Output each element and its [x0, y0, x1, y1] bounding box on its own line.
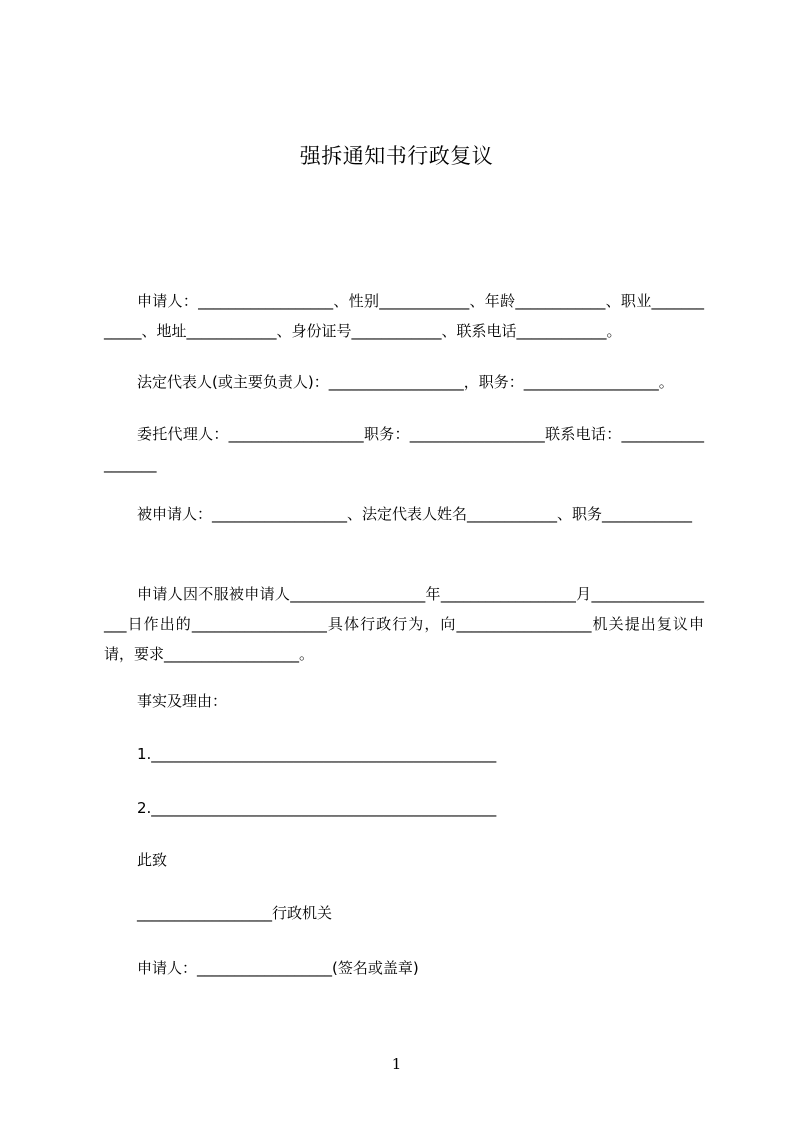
applicant-info-paragraph: 申请人：__________________、性别____________、年龄____________、职业____________、地址____________、身份证号____________、联系电话____________。	[104, 292, 704, 340]
request-paragraph: 申请人因不服被申请人__________________年__________________月__________________日作出的__________________具体行政行为，向__________________机关提出复议申请，要求__________________。	[104, 585, 704, 663]
fact-item-1: 1.______________________________________________	[137, 745, 497, 763]
closing-salutation: 此致	[137, 851, 168, 869]
page-number: 1	[391, 1055, 402, 1073]
fact-item-2: 2.______________________________________________	[137, 799, 497, 817]
addressee-line: __________________行政机关	[137, 904, 333, 922]
signature-line: 申请人：__________________(签名或盖章)	[137, 959, 419, 977]
facts-heading: 事实及理由：	[137, 692, 228, 710]
agent-paragraph: 委托代理人：__________________职务：__________________联系电话：__________________	[104, 425, 704, 473]
document-title: 强拆通知书行政复议	[299, 144, 494, 168]
legal-representative-paragraph: 法定代表人(或主要负责人)：__________________，职务：__________________。	[137, 373, 674, 391]
respondent-paragraph: 被申请人：__________________、法定代表人姓名____________、职务____________	[137, 505, 693, 523]
